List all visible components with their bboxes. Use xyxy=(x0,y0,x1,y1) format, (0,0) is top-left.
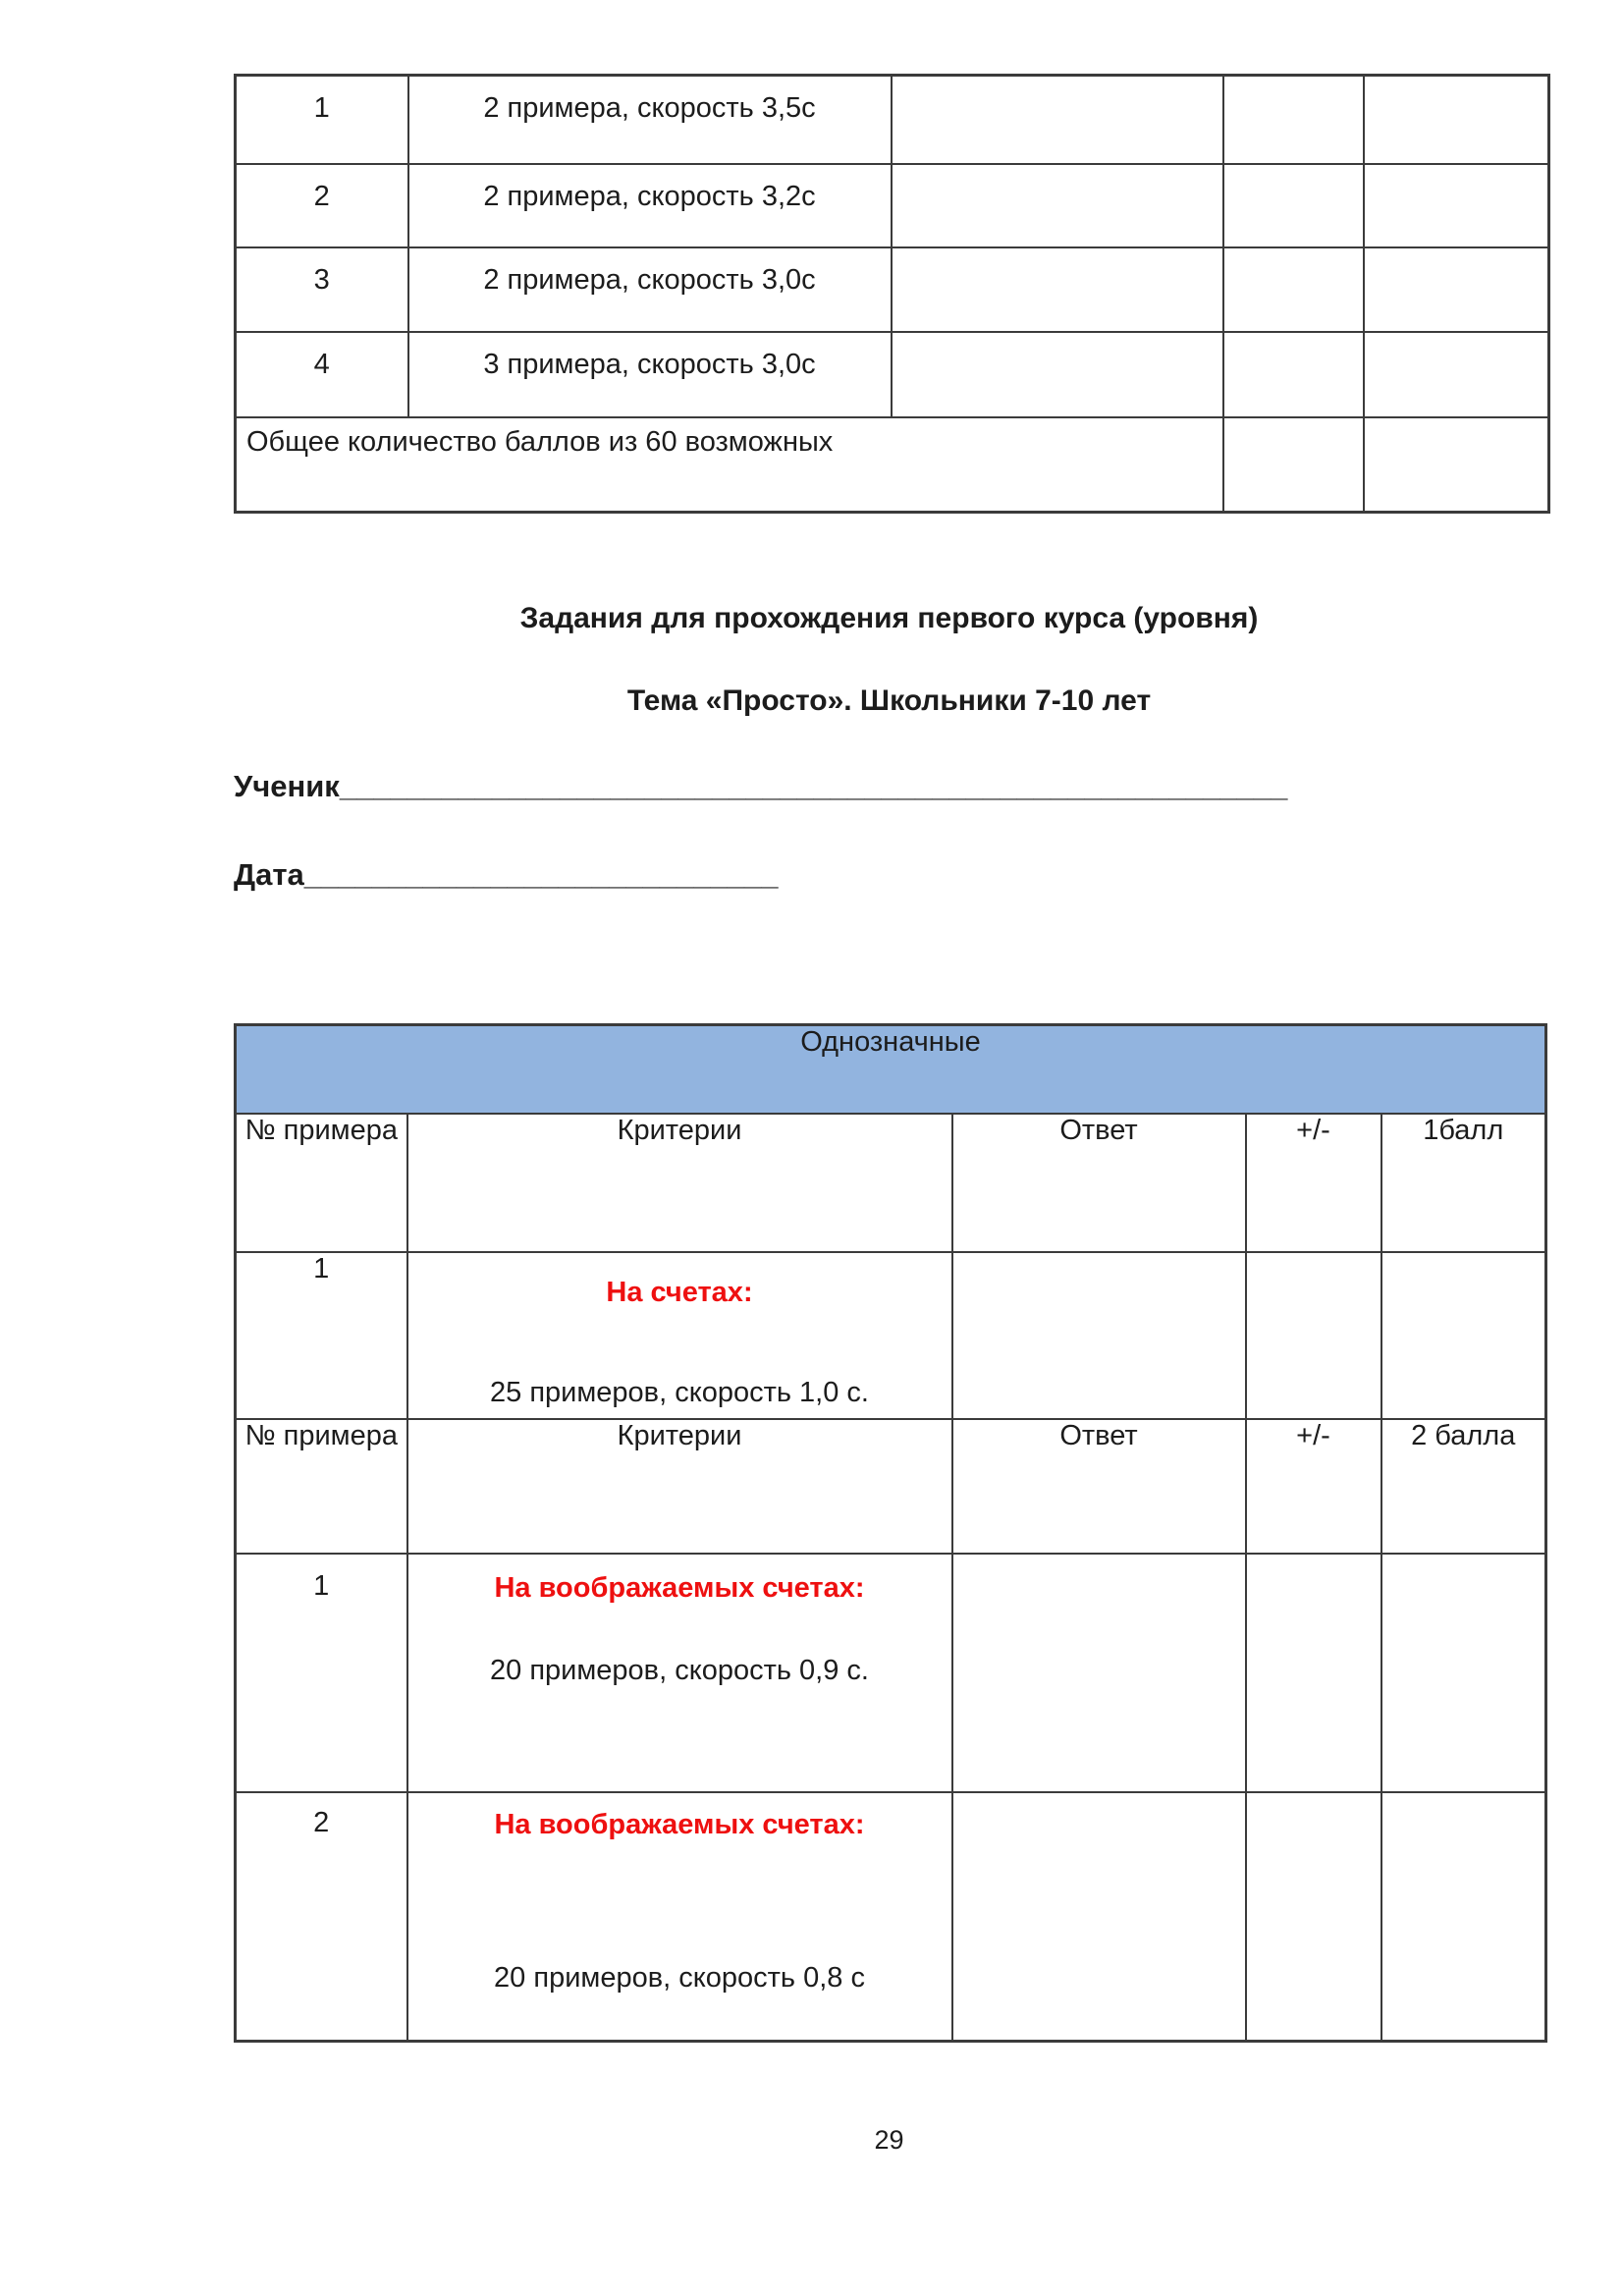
row-criteria: 3 примера, скорость 3,0с xyxy=(408,332,892,417)
total-label: Общее количество баллов из 60 возможных xyxy=(236,417,1223,513)
score-cell xyxy=(1364,164,1549,247)
plus-minus-cell xyxy=(1223,417,1364,513)
date-blank-line: ____________________________ xyxy=(303,857,779,892)
criteria-title: На воображаемых счетах: xyxy=(494,1571,865,1604)
plus-minus-cell xyxy=(1223,76,1364,164)
theme-title: Тема «Просто». Школьники 7-10 лет xyxy=(626,684,1152,717)
col-header-criteria: Критерии xyxy=(407,1114,952,1252)
answer-cell xyxy=(952,1252,1246,1419)
col-header-score: 1балл xyxy=(1381,1114,1546,1252)
score-cell xyxy=(1364,247,1549,332)
score-cell xyxy=(1364,332,1549,417)
student-blank-line: ________________________________________________________ xyxy=(339,769,1288,803)
row-number: 3 xyxy=(236,247,408,332)
score-cell xyxy=(1381,1554,1546,1792)
criteria-title: На счетах: xyxy=(606,1276,753,1308)
page-number: 29 xyxy=(874,2125,904,2155)
col-header-criteria: Критерии xyxy=(407,1419,952,1554)
criteria-title: На воображаемых счетах: xyxy=(494,1808,865,1840)
col-header-score: 2 балла xyxy=(1381,1419,1546,1554)
score-cell xyxy=(1381,1252,1546,1419)
criteria-detail: 25 примеров, скорость 1,0 с. xyxy=(490,1376,869,1408)
criteria-detail: 20 примеров, скорость 0,8 с xyxy=(494,1961,865,1994)
table-row xyxy=(236,164,1549,247)
row-criteria xyxy=(407,1252,952,1419)
row-criteria: 2 примера, скорость 3,2с xyxy=(408,164,892,247)
mental-row-two xyxy=(236,1792,1546,2042)
table-title: Однозначные xyxy=(236,1025,1546,1114)
col-header-answer: Ответ xyxy=(952,1419,1246,1554)
table-row xyxy=(236,76,1549,164)
header-row-one xyxy=(236,1114,1546,1252)
plus-minus-cell xyxy=(1223,247,1364,332)
table-row xyxy=(236,247,1549,332)
plus-minus-cell xyxy=(1223,332,1364,417)
answer-cell xyxy=(952,1792,1246,2042)
score-cell xyxy=(1381,1792,1546,2042)
date-field xyxy=(234,856,779,894)
col-header-answer: Ответ xyxy=(952,1114,1246,1252)
plus-minus-cell xyxy=(1246,1792,1381,2042)
student-name-field xyxy=(234,768,1287,805)
row-number: 4 xyxy=(236,332,408,417)
row-criteria: 2 примера, скорость 3,5с xyxy=(408,76,892,164)
header-row-two xyxy=(236,1419,1546,1554)
plus-minus-cell xyxy=(1246,1554,1381,1792)
row-criteria xyxy=(407,1792,952,2042)
answer-cell xyxy=(892,332,1223,417)
date-label: Дата xyxy=(234,857,304,892)
table-title-row xyxy=(236,1025,1546,1114)
col-header-number: № примера xyxy=(236,1419,407,1554)
abacus-row xyxy=(236,1252,1546,1419)
answer-cell xyxy=(892,247,1223,332)
score-table-top xyxy=(234,74,1550,514)
answer-cell xyxy=(892,76,1223,164)
criteria-detail: 20 примеров, скорость 0,9 с. xyxy=(490,1654,869,1686)
row-number: 1 xyxy=(236,76,408,164)
row-number: 2 xyxy=(236,1792,407,2042)
answer-cell xyxy=(892,164,1223,247)
plus-minus-cell xyxy=(1223,164,1364,247)
row-criteria: 2 примера, скорость 3,0с xyxy=(408,247,892,332)
student-label: Ученик xyxy=(234,769,340,803)
mental-row-one xyxy=(236,1554,1546,1792)
total-row xyxy=(236,417,1549,513)
plus-minus-cell xyxy=(1246,1252,1381,1419)
score-cell xyxy=(1364,76,1549,164)
answer-cell xyxy=(952,1554,1246,1792)
row-criteria xyxy=(407,1554,952,1792)
table-row xyxy=(236,332,1549,417)
col-header-number: № примера xyxy=(236,1114,407,1252)
row-number: 1 xyxy=(236,1554,407,1792)
row-number: 1 xyxy=(236,1252,407,1419)
row-number: 2 xyxy=(236,164,408,247)
score-cell xyxy=(1364,417,1549,513)
single-digit-table xyxy=(234,1023,1547,2043)
col-header-plus-minus: +/- xyxy=(1246,1114,1381,1252)
col-header-plus-minus: +/- xyxy=(1246,1419,1381,1554)
course-title: Задания для прохождения первого курса (уровня) xyxy=(519,602,1259,634)
